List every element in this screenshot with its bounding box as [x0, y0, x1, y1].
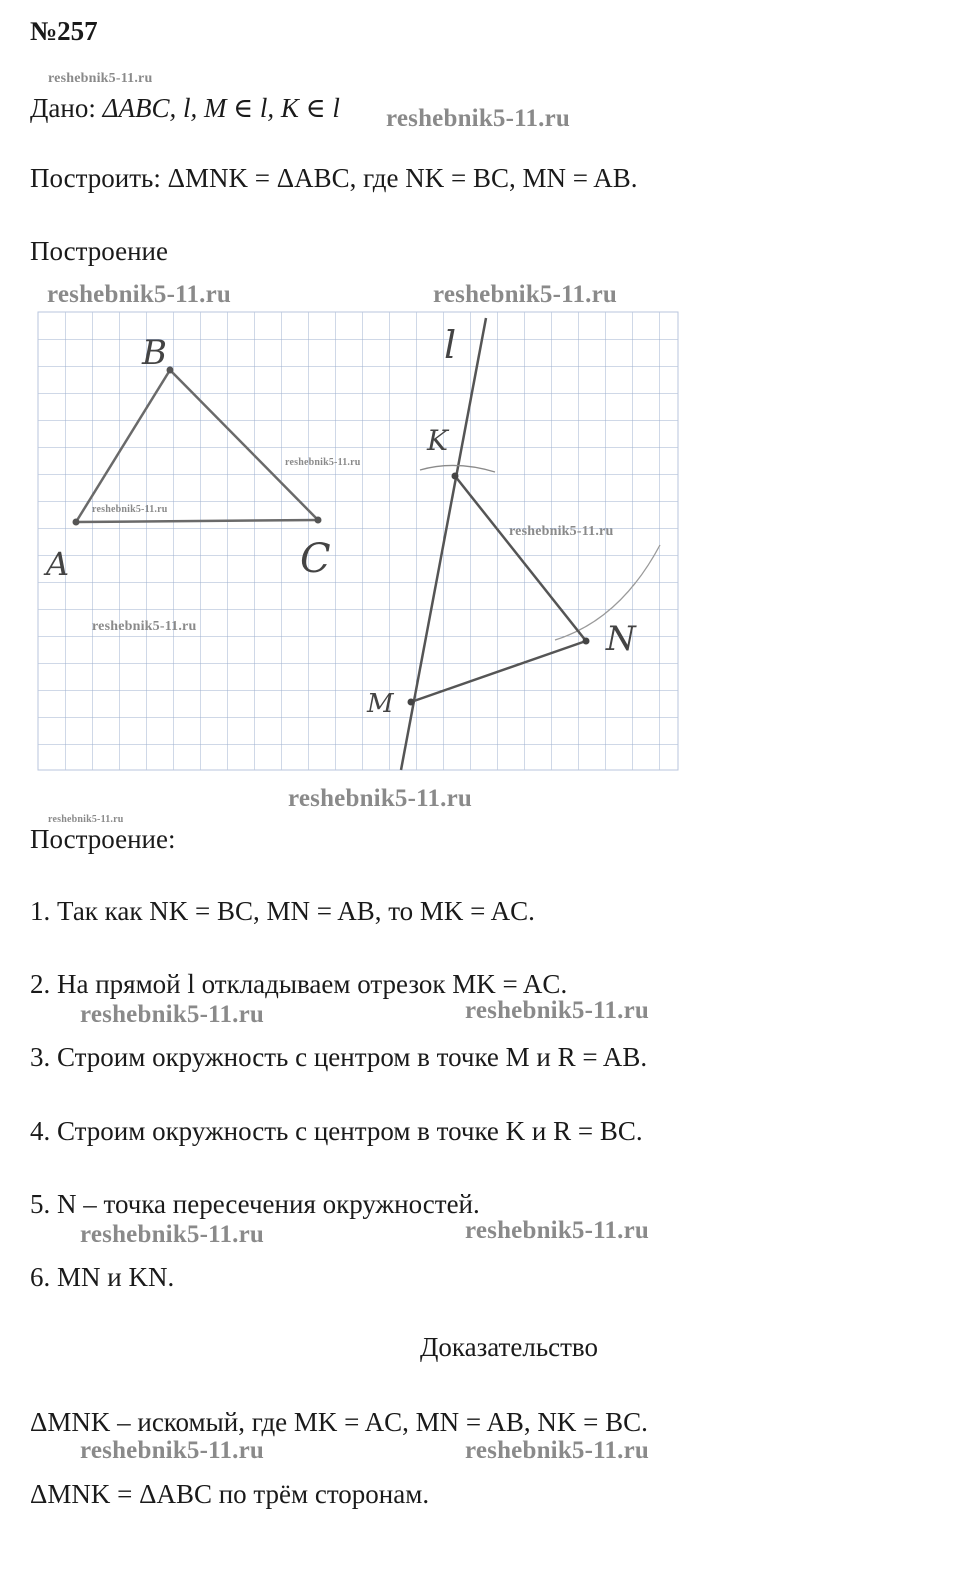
- point-k: [452, 473, 459, 480]
- construct-text: ΔMNK = ΔABC, где NK = BC, MN = AB.: [167, 163, 638, 193]
- watermark: reshebnik5-11.ru: [433, 281, 618, 308]
- proof-line-2: ΔMNK = ΔABC по трём сторонам.: [30, 1479, 430, 1509]
- watermark: reshebnik5-11.ru: [80, 1001, 265, 1028]
- construction-heading-2: Построение:: [30, 824, 176, 854]
- step-4: 4. Строим окружность с центром в точке K и R = BC.: [30, 1116, 643, 1146]
- watermark: reshebnik5-11.ru: [288, 785, 473, 812]
- watermark: reshebnik5-11.ru: [465, 1217, 650, 1244]
- point-b: [167, 367, 174, 374]
- step-6: 6. MN и KN.: [30, 1262, 175, 1292]
- grid-paper: [38, 312, 678, 770]
- watermark: reshebnik5-11.ru: [465, 1437, 650, 1464]
- watermark: reshebnik5-11.ru: [48, 814, 124, 825]
- label-k: K: [427, 424, 448, 457]
- watermark: reshebnik5-11.ru: [465, 997, 650, 1024]
- label-b: B: [142, 333, 167, 373]
- watermark: reshebnik5-11.ru: [47, 281, 232, 308]
- step-5: 5. N – точка пересечения окружностей.: [30, 1189, 480, 1219]
- watermark: reshebnik5-11.ru: [48, 71, 153, 86]
- point-m: [408, 699, 415, 706]
- watermark: reshebnik5-11.ru: [386, 105, 571, 132]
- label-n: N: [606, 619, 636, 659]
- watermark: reshebnik5-11.ru: [92, 619, 197, 634]
- label-m: M: [367, 689, 394, 719]
- watermark: reshebnik5-11.ru: [80, 1437, 265, 1464]
- label-c: C: [300, 536, 331, 582]
- step-3: 3. Строим окружность с центром в точке M и R = AB.: [30, 1042, 648, 1072]
- point-n: [583, 638, 590, 645]
- point-c: [315, 517, 322, 524]
- construction-heading: Построение: [30, 236, 168, 266]
- watermark: reshebnik5-11.ru: [285, 457, 361, 468]
- given-text: ΔABC, l, M ∈ l, K ∈ l: [102, 93, 340, 123]
- proof-heading: Доказательство: [420, 1332, 598, 1362]
- watermark: reshebnik5-11.ru: [92, 504, 168, 515]
- proof-line-1: ΔMNK – искомый, где MK = AC, MN = AB, NK = BC.: [30, 1407, 648, 1437]
- watermark: reshebnik5-11.ru: [509, 524, 614, 539]
- step-1: 1. Так как NK = BC, MN = AB, то MK = AC.: [30, 896, 535, 926]
- construct-label: Построить:: [30, 163, 168, 193]
- given-label: Дано:: [30, 93, 103, 123]
- point-a: [73, 519, 80, 526]
- label-l: l: [444, 323, 457, 367]
- step-2: 2. На прямой l откладываем отрезок MK = AC.: [30, 969, 568, 999]
- task-number: №257: [30, 16, 98, 46]
- label-a: A: [46, 545, 70, 583]
- watermark: reshebnik5-11.ru: [80, 1221, 265, 1248]
